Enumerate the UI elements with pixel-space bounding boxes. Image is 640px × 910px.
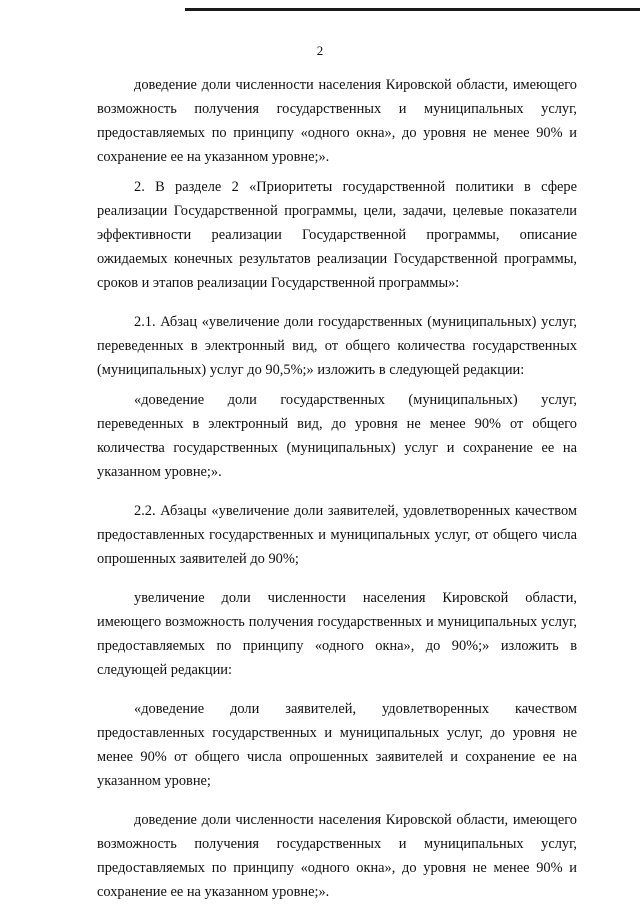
paragraph-4: «доведение доли государственных (муниципальных) услуг, переведенных в электронный вид, до уровня не менее 90% от общего количества государственных (муниципальных) услуг и сохранение ее на указанном уровне;». (97, 392, 577, 480)
page-number: 2 (316, 43, 324, 58)
top-border-line (185, 8, 640, 11)
paragraph-5: 2.2. Абзацы «увеличение доли заявителей, удовлетворенных качеством предоставленных государственных и муниципальных услуг, от общего числа опрошенных заявителей до 90%; (97, 503, 577, 567)
paragraph-6: увеличение доли численности населения Кировской области, имеющего возможность получения государственных и муниципальных услуг, предоставляемых по принципу «одного окна», до 90%;» изложить в следующей редакции: (97, 590, 577, 678)
paragraph-1: доведение доли численности населения Кировской области, имеющего возможность получения государственных и муниципальных услуг, предоставляемых по принципу «одного окна», до уровня не менее 90% и сохранение ее на указанном уровне;». (97, 77, 577, 165)
document-body (97, 73, 577, 910)
paragraph-2: 2. В разделе 2 «Приоритеты государственной политики в сфере реализации Государственной программы, цели, задачи, целевые показатели эффективности реализации Государственной программы, описание ожидаемых конечных результатов реализации Государственной программы, сроков и этапов реализации Государственной программы»: (97, 179, 577, 291)
paragraph-8: доведение доли численности населения Кировской области, имеющего возможность получения государственных и муниципальных услуг, предоставляемых по принципу «одного окна», до уровня не менее 90% и сохранение ее на указанном уровне;». (97, 812, 577, 900)
paragraph-7: «доведение доли заявителей, удовлетворенных качеством предоставленных государственных и муниципальных услуг, до уровня не менее 90% от общего числа опрошенных заявителей и сохранение ее на указанном уровне; (97, 701, 577, 789)
paragraph-3: 2.1. Абзац «увеличение доли государственных (муниципальных) услуг, переведенных в электронный вид, от общего количества государственных (муниципальных) услуг до 90,5%;» изложить в следующей редакции: (97, 314, 577, 378)
